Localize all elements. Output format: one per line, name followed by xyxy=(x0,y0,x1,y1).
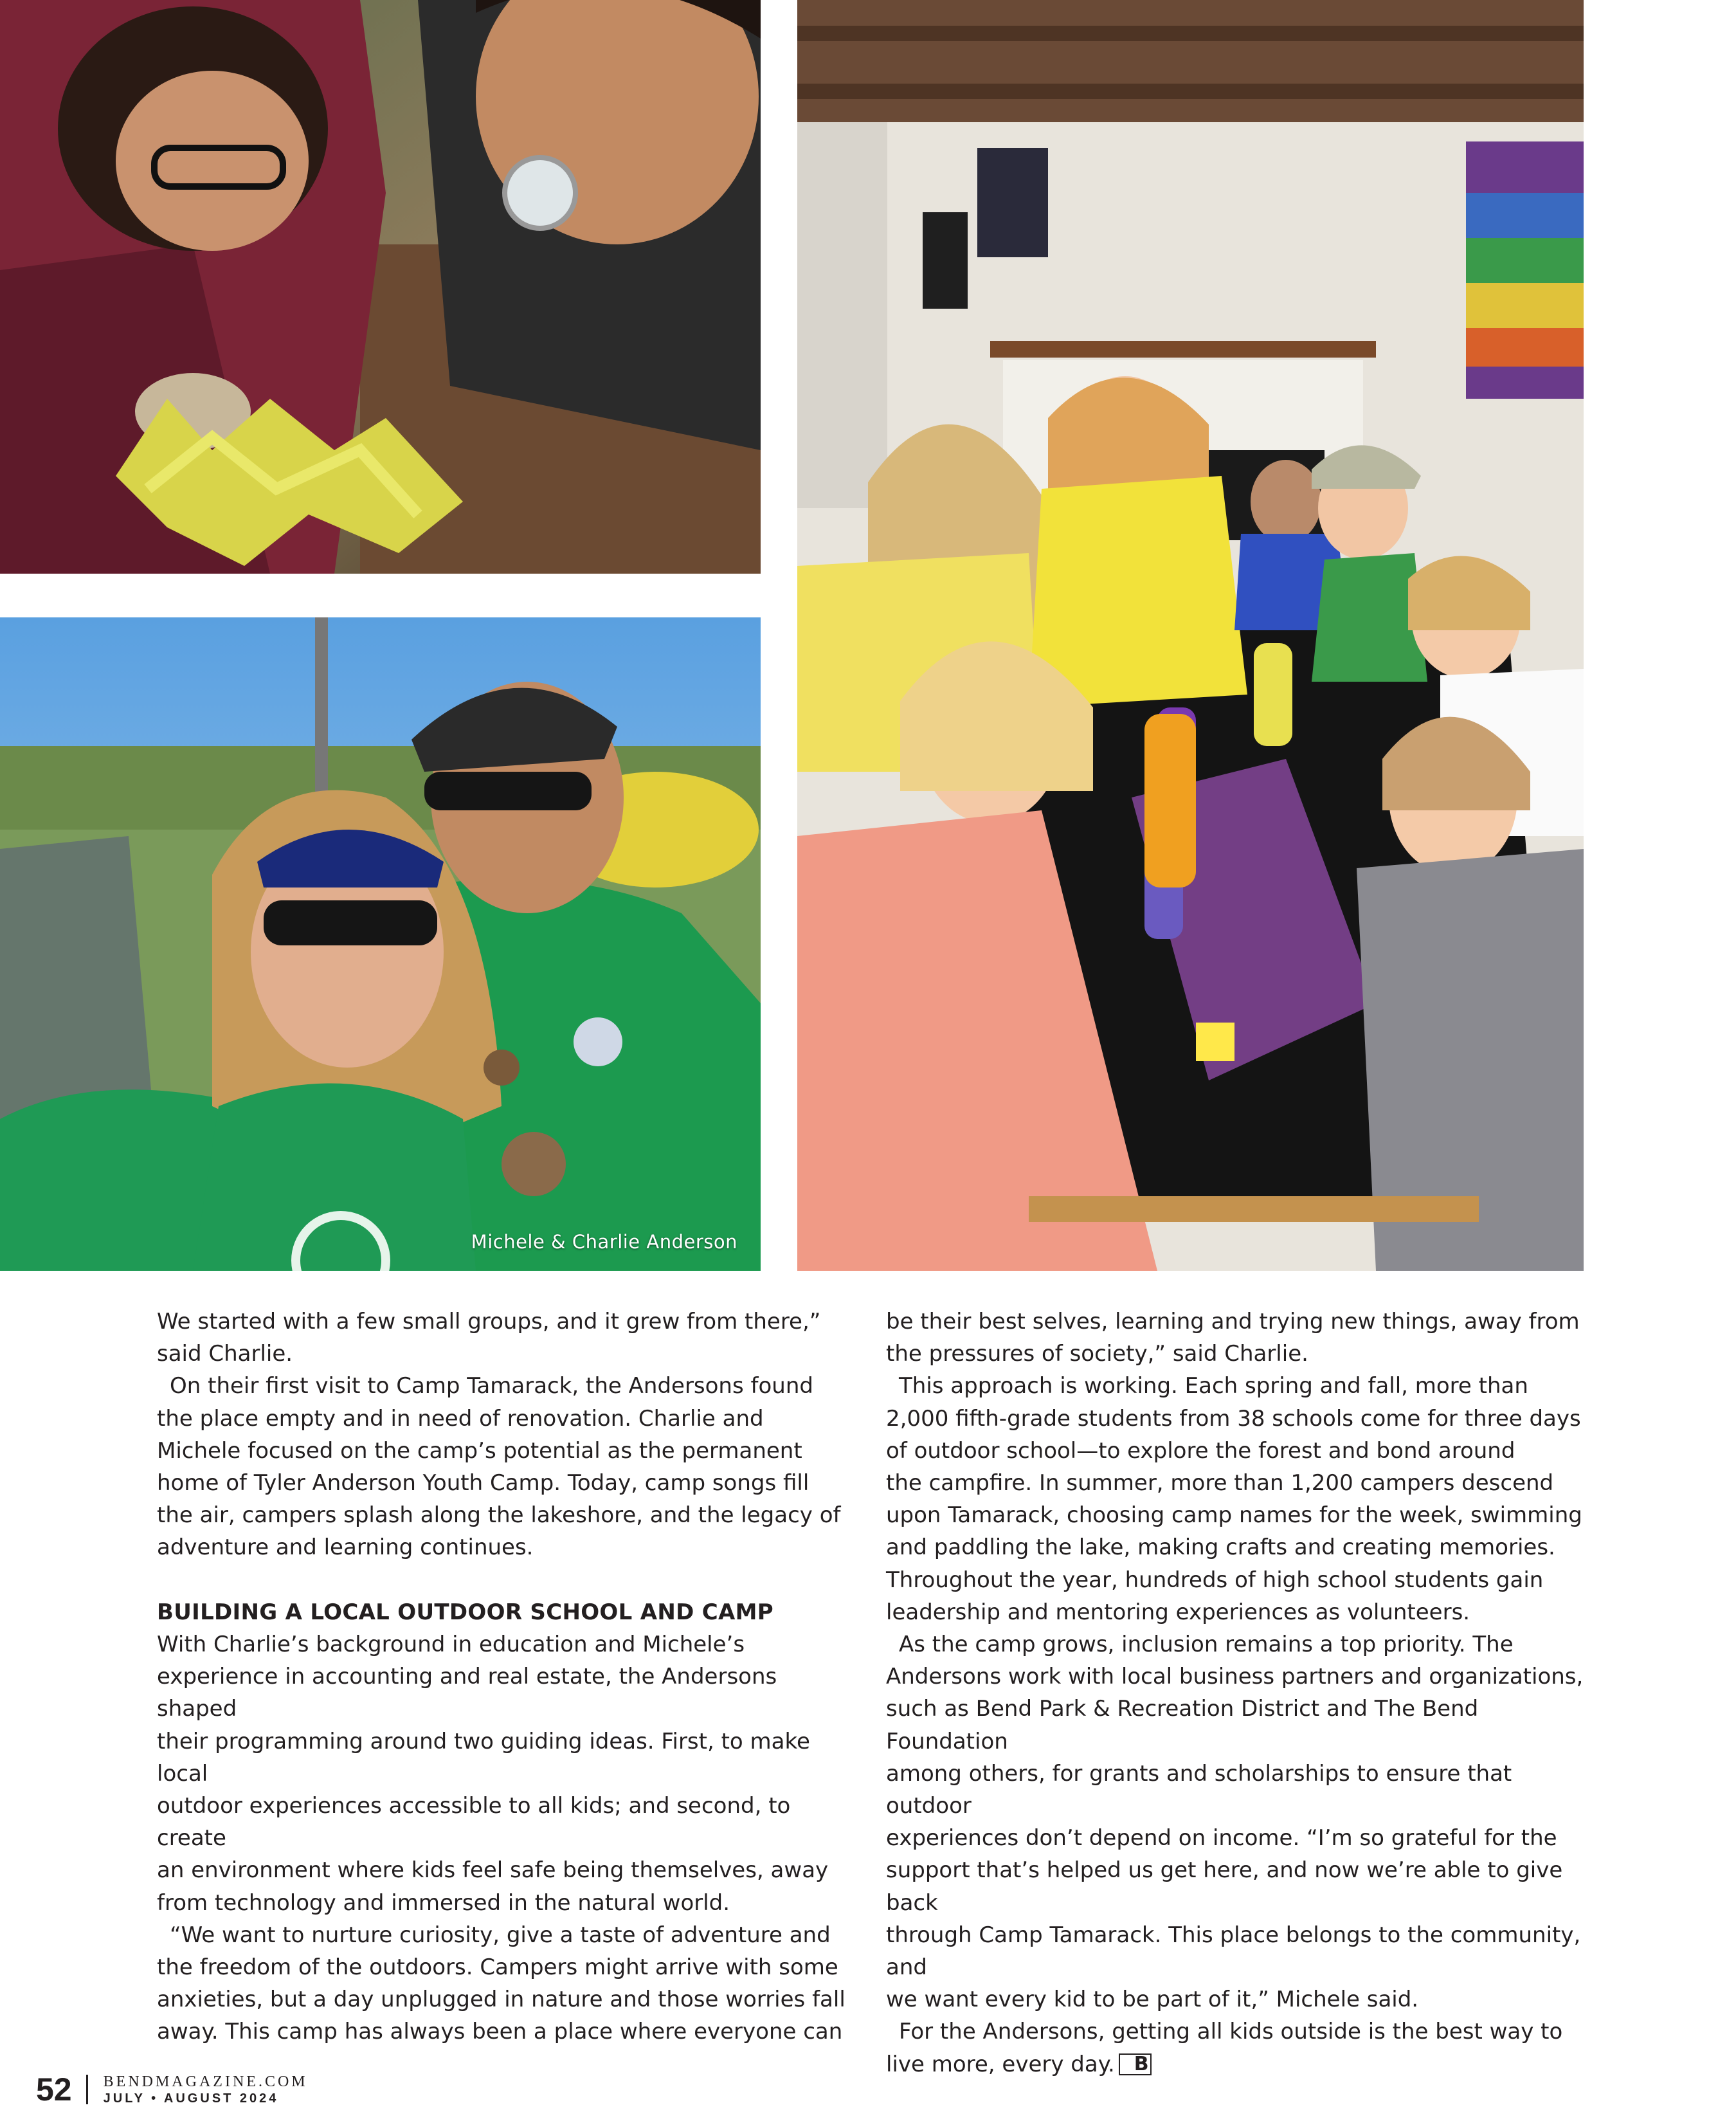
article-paragraph: This approach is working. Each spring and fall, more than 2,000 fifth-grade students from 38 schools come for three days of outdoor school—to explore the forest and bond around the campfire. In summer, more than 1,200 campers descend upon Tamarack, choosing camp names for the week, swimming and paddling the lake, making crafts and creating memories. Throughout the year, hundreds of high school students gain leadership and mentoring experiences as volunteers. xyxy=(886,1373,1582,1625)
footer-divider xyxy=(86,2075,88,2104)
article-paragraph: With Charlie’s background in education and Michele’s experience in accounting and real estate, the Andersons shaped their programming around two guiding ideas. First, to make local outdoor experiences accessible to all kids; and second, to create an environment where kids feel safe being themselves, away from technology and immersed in the natural world. xyxy=(157,1632,829,1916)
end-mark-icon: B xyxy=(1119,2053,1152,2075)
paragraph-spacer xyxy=(157,1564,858,1596)
article-paragraph: “We want to nurture curiosity, give a taste of adventure and the freedom of the outdoors. Campers might arrive with some anxieties, but a day unplugged in nature and those worries fall away. This camp has always been a place where everyone can xyxy=(157,1922,845,2045)
article-paragraph: We started with a few small groups, and it grew from there,” said Charlie. xyxy=(157,1309,821,1367)
andersons-illustration xyxy=(0,617,761,1271)
site-name: BENDMAGAZINE.COM xyxy=(103,2073,308,2090)
photo-campers-craft-table xyxy=(797,0,1584,1271)
page-number: 52 xyxy=(36,2071,72,2107)
section-subhead: BUILDING A LOCAL OUTDOOR SCHOOL AND CAMP xyxy=(157,1599,773,1625)
article-paragraph-final xyxy=(886,2016,1600,2080)
article-paragraph: On their first visit to Camp Tamarack, the Andersons found the place empty and in need of renovation. Charlie and Michele focused on the camp’s potential as the permanent home of Tyler Anderson Youth Camp. Today, camp songs fill the air, campers splash along the lakeshore, and the legacy of adventure and learning continues. xyxy=(157,1373,841,1561)
page-footer xyxy=(36,2067,308,2112)
article-paragraph: be their best selves, learning and trying new things, away from the pressures of society,” said Charlie. xyxy=(886,1309,1580,1367)
footer-publication xyxy=(104,2073,308,2106)
photo-caption: Michele & Charlie Anderson xyxy=(471,1231,737,1253)
issue-date: JULY • AUGUST 2024 xyxy=(103,2091,279,2106)
craft-table-illustration xyxy=(797,0,1584,1271)
article-paragraph: As the camp grows, inclusion remains a top priority. The Andersons work with local business partners and organizations, such as Bend Park & Recreation District and The Bend Foundation among others, for grants and scholarships to ensure that outdoor experiences don’t depend on income. “I’m so grateful for the support that’s helped us get here, and now we’re able to give back through Camp Tamarack. This place belongs to the community, and we want every kid to be part of it,” Michele said. xyxy=(886,1632,1584,2013)
photo-michele-charlie-anderson xyxy=(0,617,761,1271)
article-right-column xyxy=(886,1306,1600,2080)
photo-kids-magnifying-glass xyxy=(0,0,761,574)
article-left-column xyxy=(157,1306,858,2048)
article-final-text: For the Andersons, getting all kids outside is the best way to live more, every day. xyxy=(886,2019,1563,2077)
kids-magnifier-illustration xyxy=(0,0,761,574)
